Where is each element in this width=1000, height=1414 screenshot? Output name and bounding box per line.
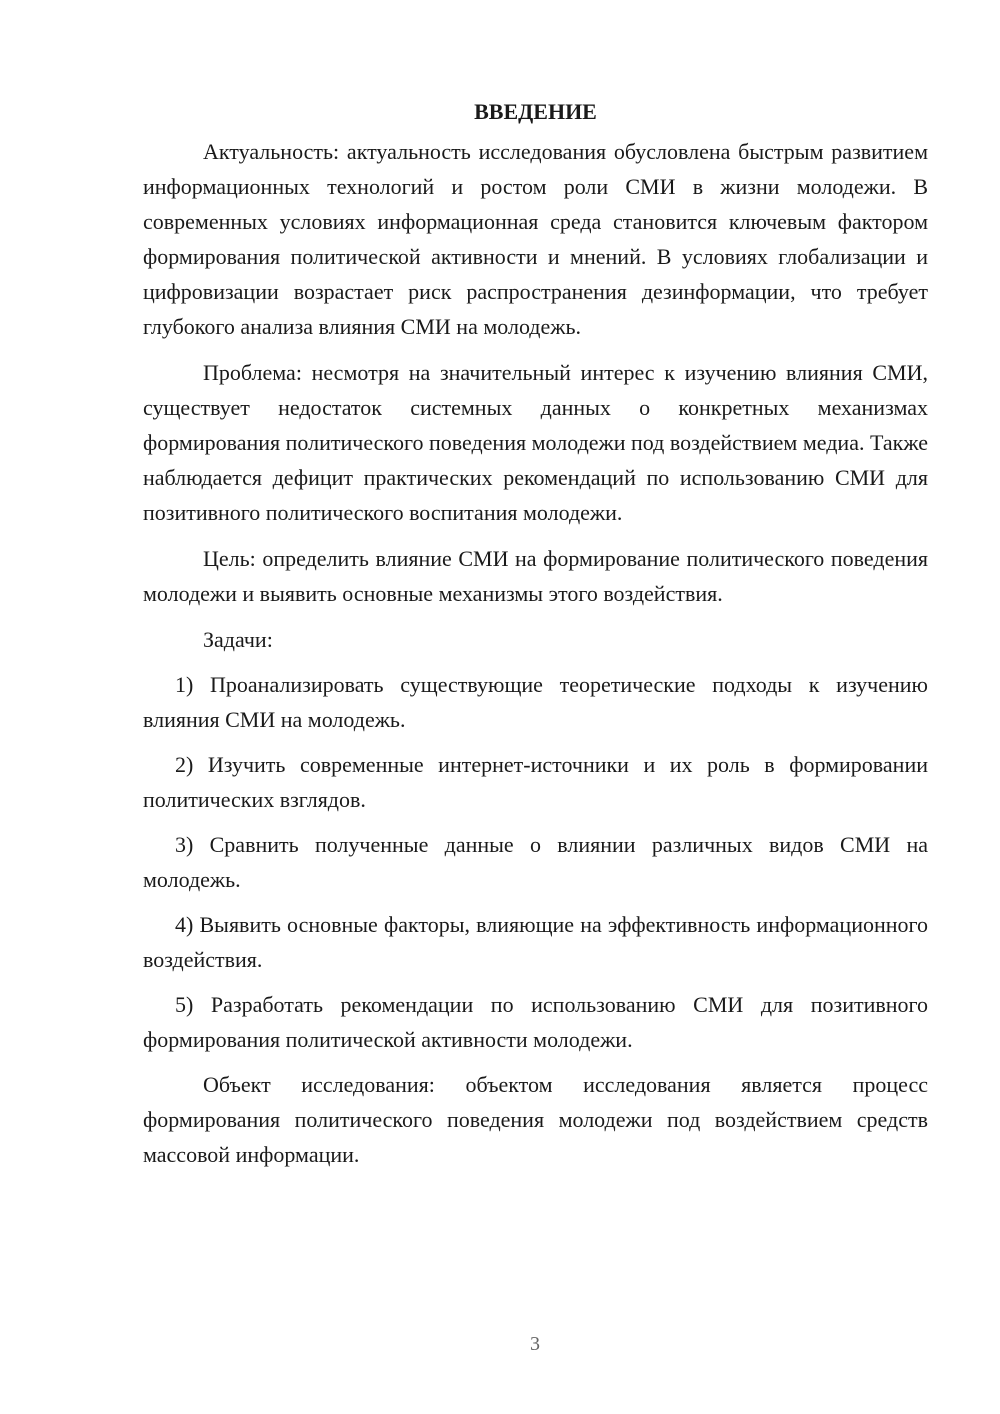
task-item: 1) Проанализировать существующие теоретические подходы к изучению влияния СМИ на молодежь.	[143, 672, 928, 732]
task-item: 2) Изучить современные интернет-источники и их роль в формировании политических взглядов.	[143, 752, 928, 812]
tasks-label: Задачи:	[203, 627, 273, 652]
object-paragraph: Объект исследования: объектом исследования является процесс формирования политического поведения молодежи под воздействием средств массовой информации.	[143, 1072, 928, 1167]
task-item: 5) Разработать рекомендации по использованию СМИ для позитивного формирования политической активности молодежи.	[143, 992, 928, 1052]
task-item: 3) Сравнить полученные данные о влиянии различных видов СМИ на молодежь.	[143, 832, 928, 892]
section-title: ВВЕДЕНИЕ	[474, 99, 597, 124]
goal-paragraph: Цель: определить влияние СМИ на формирование политического поведения молодежи и выявить основные механизмы этого воздействия.	[143, 546, 928, 606]
page-number: 3	[530, 1333, 540, 1355]
page-content	[143, 96, 928, 1172]
task-item: 4) Выявить основные факторы, влияющие на эффективность информационного воздействия.	[143, 912, 928, 972]
problem-paragraph: Проблема: несмотря на значительный интерес к изучению влияния СМИ, существует недостаток системных данных о конкретных механизмах формирования политического поведения молодежи под воздействием медиа. Также наблюдается дефицит практических рекомендаций по использованию СМИ для позитивного политического воспитания молодежи.	[143, 360, 928, 525]
relevance-paragraph: Актуальность: актуальность исследования обусловлена быстрым развитием информационных технологий и ростом роли СМИ в жизни молодежи. В современных условиях информационная среда становится ключевым фактором формирования политической активности и мнений. В условиях глобализации и цифровизации возрастает риск распространения дезинформации, что требует глубокого анализа влияния СМИ на молодежь.	[143, 139, 928, 339]
